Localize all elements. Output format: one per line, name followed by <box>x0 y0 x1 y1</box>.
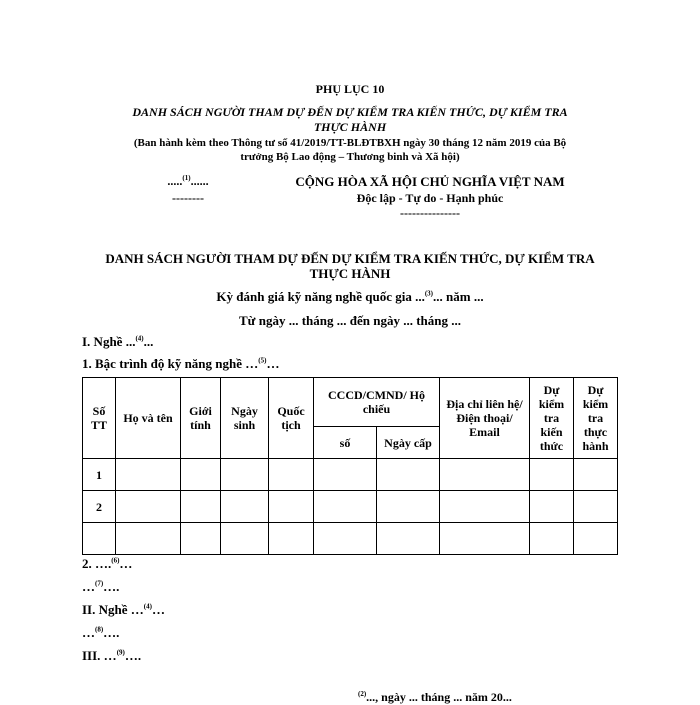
national-slogan: Độc lập - Tự do - Hạnh phúc <box>356 191 504 205</box>
table-row <box>83 491 618 523</box>
table-row <box>83 459 618 491</box>
trade-more: …$^{(8)}$…. <box>82 625 120 640</box>
candidate-table <box>82 377 618 555</box>
agency-name: .....$^{(1)}$...... <box>167 174 209 188</box>
header-id-issued: Ngày cấp <box>377 427 440 459</box>
header-dob: Ngày sinh <box>221 378 269 459</box>
trade-heading-3: III. …$^{(9)}$…. <box>82 648 142 663</box>
issued-note-line1: (Ban hành kèm theo Thông tư số 41/2019/TT-BLĐTBXH ngày 30 tháng 12 năm 2019 của Bộ <box>133 137 567 149</box>
level-item-more: …$^{(7)}$…. <box>82 579 120 594</box>
assessment-session: Kỳ đánh giá kỹ năng nghề quốc gia ...$^{(3)}$... năm ... <box>216 289 484 304</box>
trade-heading-1: I. Nghề ...$^{(4)}$... <box>82 334 154 349</box>
trade-heading-2: II. Nghề …$^{(4)}$… <box>82 602 165 617</box>
header-practice-test: Dự kiểm tra thực hành <box>574 378 618 459</box>
level-item-2: 2. ….$^{(6)}$… <box>82 556 133 571</box>
header-theory-test: Dự kiểm tra kiến thức <box>530 378 574 459</box>
assessment-period: Từ ngày ... tháng ... đến ngày ... tháng ... <box>239 313 461 328</box>
header-name: Họ và tên <box>116 378 181 459</box>
skill-level-heading: 1. Bậc trình độ kỹ năng nghề …$^{(5)}$… <box>82 356 280 371</box>
agency-rule: -------- <box>172 191 204 205</box>
table-row <box>83 523 618 555</box>
header-id-document: CCCD/CMND/ Hộ chiếu <box>314 378 440 427</box>
header-gender: Giới tính <box>181 378 221 459</box>
appendix-label: PHỤ LỤC 10 <box>315 82 385 96</box>
issued-note-line2: trưởng Bộ Lao động – Thương binh và Xã hội) <box>240 151 460 163</box>
list-title-line2: THỰC HÀNH <box>309 266 391 281</box>
form-title-line1: DANH SÁCH NGƯỜI THAM DỰ ĐẾN DỰ KIỂM TRA KIẾN THỨC, DỰ KIỂM TRA <box>132 105 568 119</box>
signing-date: $^{(2)}$..., ngày ... tháng ... năm 20... <box>358 690 512 704</box>
row-number: 2 <box>83 491 116 523</box>
list-title-line1: DANH SÁCH NGƯỜI THAM DỰ ĐẾN DỰ KIỂM TRA KIẾN THỨC, DỰ KIỂM TRA <box>105 251 595 266</box>
form-title-line2: THỰC HÀNH <box>313 120 387 134</box>
header-no: Số TT <box>83 378 116 459</box>
national-motto: CỘNG HÒA XÃ HỘI CHỦ NGHĨA VIỆT NAM <box>295 174 565 189</box>
row-number: 1 <box>83 459 116 491</box>
header-contact: Địa chỉ liên hệ/ Điện thoại/ Email <box>440 378 530 459</box>
header-nationality: Quốc tịch <box>269 378 314 459</box>
header-id-number: số <box>314 427 377 459</box>
row-number <box>83 523 116 555</box>
national-rule: --------------- <box>400 206 460 220</box>
